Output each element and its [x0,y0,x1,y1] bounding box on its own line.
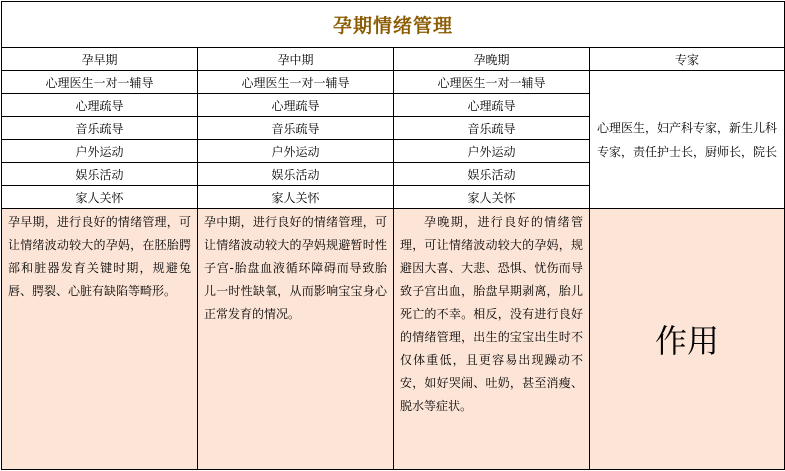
emotion-management-table [1,1,785,470]
late-item-outdoor: 户外运动 [394,140,590,163]
mid-item-family: 家人关怀 [198,186,394,209]
early-item-outdoor: 户外运动 [2,140,198,163]
late-item-entertainment: 娱乐活动 [394,163,590,186]
late-description-text: 孕晚期，进行良好的情绪管理，可让情绪波动较大的孕妈，规避因大喜、大悲、恐惧、忧伤而导致子宫出血，胎盘早期剥离，胎儿死亡的不幸。相反，没有进行良好的情绪管理，出生的宝宝出生时不仅体重低，且更容易出现躁动不安，如好哭闹、吐奶，甚至消瘦、脱水等症状。 [400,215,583,413]
mid-description-text: 孕中期，进行良好的情绪管理，可让情绪波动较大的孕妈规避暂时性子宫-胎盘血液循环障碍而导致胎儿一时性缺氧，从而影响宝宝身心正常发育的情况。 [204,215,387,321]
mid-item-psych: 心理疏导 [198,94,394,117]
header-early-pregnancy: 孕早期 [2,48,198,71]
early-description [2,209,198,470]
early-item-counseling: 心理医生一对一辅导 [2,71,198,94]
effect-label: 作用 [590,209,785,470]
expert-list: 心理医生，妇产科专家，新生儿科专家，责任护士长，厨师长，院长 [590,71,785,209]
table-title: 孕期情绪管理 [2,2,785,48]
mid-item-music: 音乐疏导 [198,117,394,140]
late-item-family: 家人关怀 [394,186,590,209]
header-mid-pregnancy: 孕中期 [198,48,394,71]
header-experts: 专家 [590,48,785,71]
mid-item-outdoor: 户外运动 [198,140,394,163]
early-item-psych: 心理疏导 [2,94,198,117]
late-item-psych: 心理疏导 [394,94,590,117]
late-item-counseling: 心理医生一对一辅导 [394,71,590,94]
early-description-text: 孕早期，进行良好的情绪管理，可让情绪波动较大的孕妈，在胚胎腭部和脏器发育关键时期，规避兔唇、腭裂、心脏有缺陷等畸形。 [8,215,191,298]
early-item-music: 音乐疏导 [2,117,198,140]
header-late-pregnancy: 孕晚期 [394,48,590,71]
early-item-entertainment: 娱乐活动 [2,163,198,186]
late-description [394,209,590,470]
mid-description [198,209,394,470]
mid-item-entertainment: 娱乐活动 [198,163,394,186]
early-item-family: 家人关怀 [2,186,198,209]
late-item-music: 音乐疏导 [394,117,590,140]
mid-item-counseling: 心理医生一对一辅导 [198,71,394,94]
